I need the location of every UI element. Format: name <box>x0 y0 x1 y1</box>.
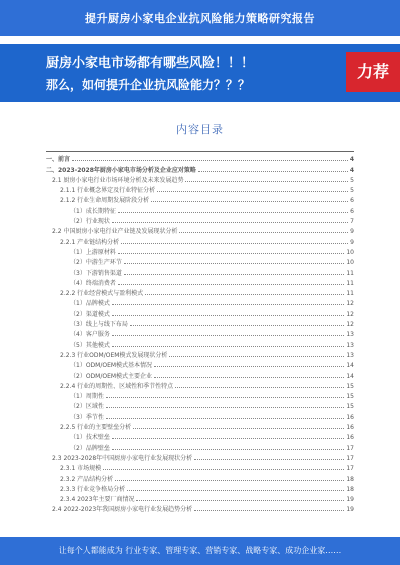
toc-entry[interactable] <box>46 359 354 369</box>
toc-entry-page: 10 <box>346 259 354 267</box>
toc-entry-page: 6 <box>350 197 354 205</box>
toc-entry[interactable] <box>46 400 354 410</box>
toc-leader-dots <box>106 407 345 408</box>
toc-leader-dots <box>112 346 345 347</box>
toc-entry[interactable] <box>46 307 354 317</box>
toc-entry-page: 15 <box>346 382 354 390</box>
toc-entry-label: （1）周期性 <box>70 393 104 401</box>
toc-leader-dots <box>154 366 344 367</box>
toc-heading: 内容目录 <box>176 123 224 136</box>
toc-entry[interactable] <box>46 328 354 338</box>
toc-entry[interactable] <box>46 503 354 513</box>
toc-entry-page: 11 <box>346 269 354 277</box>
toc-leader-dots <box>124 274 345 275</box>
toc-entry[interactable] <box>46 410 354 420</box>
toc-entry-page: 15 <box>346 393 354 401</box>
toc-entry-page: 17 <box>346 465 354 473</box>
toc-leader-dots <box>151 201 348 202</box>
toc-leader-dots <box>198 171 348 172</box>
toc-entry-label: 二、2023-2028年厨房小家电市场分析及企业应对策略 <box>46 166 196 174</box>
toc-entry-label: 2.2.5 行业的主要壁垒分析 <box>60 424 132 432</box>
toc-entry[interactable] <box>46 266 354 276</box>
toc-entry-label: （1）ODM/OEM模式基本情况 <box>70 362 153 370</box>
toc-entry-label: 2.2.2 行业经营模式与盈利模式 <box>60 290 144 298</box>
table-of-contents <box>46 150 354 513</box>
toc-leader-dots <box>115 480 344 481</box>
toc-entry-page: 13 <box>346 351 354 359</box>
toc-entry[interactable] <box>46 194 354 204</box>
toc-entry-page: 19 <box>346 496 354 504</box>
toc-entry-page: 14 <box>346 362 354 370</box>
toc-entry-page: 5 <box>350 187 354 195</box>
toc-entry-page: 17 <box>346 454 354 462</box>
toc-entry-label: （4）客户服务 <box>70 331 110 339</box>
toc-entry-label: 2.2 中国厨房小家电行业产业链及发展现状分析 <box>52 228 178 236</box>
toc-leader-dots <box>112 438 345 439</box>
toc-entry-page: 18 <box>346 475 354 483</box>
toc-leader-dots <box>194 510 344 511</box>
toc-entry-label: 2.3.2 产品结构分析 <box>60 475 114 483</box>
toc-leader-dots <box>112 315 345 316</box>
toc-entry-page: 15 <box>346 403 354 411</box>
toc-entry-page: 13 <box>346 331 354 339</box>
toc-entry-page: 16 <box>346 424 354 432</box>
toc-leader-dots <box>127 490 344 491</box>
toc-entry[interactable] <box>46 483 354 493</box>
toc-top-rule <box>46 151 354 152</box>
toc-entry[interactable] <box>46 235 354 245</box>
toc-entry-page: 7 <box>350 218 354 226</box>
toc-entry[interactable] <box>46 184 354 194</box>
toc-leader-dots <box>133 428 344 429</box>
toc-entry[interactable] <box>46 174 354 184</box>
toc-entry-page: 13 <box>346 341 354 349</box>
toc-entry-label: 一、前言 <box>46 156 71 164</box>
toc-entry-page: 9 <box>350 228 354 236</box>
toc-leader-dots <box>72 160 348 161</box>
toc-entry-page: 5 <box>350 176 354 184</box>
banner-line-1: 厨房小家电市场都有哪些风险！！！ <box>46 56 255 71</box>
toc-entry-page: 16 <box>346 413 354 421</box>
toc-entry[interactable] <box>46 163 354 173</box>
toc-entry-label: 2.4 2022-2023年我国厨房小家电行业发展趋势分析 <box>52 506 193 514</box>
toc-entry[interactable] <box>46 472 354 482</box>
toc-leader-dots <box>112 304 345 305</box>
toc-entry-label: （1）成长期特征 <box>70 207 116 215</box>
toc-leader-dots <box>103 469 344 470</box>
toc-entry-label: 2.2.1 产业链结构分析 <box>60 238 120 246</box>
toc-entry-page: 11 <box>346 279 354 287</box>
toc-entry[interactable] <box>46 215 354 225</box>
toc-entry-label: （2）品牌壁垒 <box>70 444 110 452</box>
toc-leader-dots <box>130 325 345 326</box>
toc-entry-label: （3）下游销售渠道 <box>70 269 122 277</box>
toc-leader-dots <box>112 222 348 223</box>
toc-entry-page: 16 <box>346 434 354 442</box>
toc-entry[interactable] <box>46 287 354 297</box>
toc-entry[interactable] <box>46 380 354 390</box>
header-bar <box>0 0 400 36</box>
toc-entry-page: 4 <box>349 166 354 174</box>
toc-leader-dots <box>154 377 344 378</box>
toc-entry[interactable] <box>46 204 354 214</box>
toc-entry-label: 2.3.4 2023年主要厂商情况 <box>60 496 135 504</box>
toc-entry[interactable] <box>46 431 354 441</box>
toc-entry[interactable] <box>46 256 354 266</box>
toc-leader-dots <box>106 397 345 398</box>
toc-leader-dots <box>175 387 344 388</box>
toc-entry[interactable] <box>46 390 354 400</box>
toc-entry-label: 2.3.3 行业竞争格局分析 <box>60 485 126 493</box>
toc-entry[interactable] <box>46 369 354 379</box>
toc-entry-label: （5）其他模式 <box>70 341 110 349</box>
toc-leader-dots <box>169 356 344 357</box>
toc-entry-page: 12 <box>346 300 354 308</box>
toc-entry[interactable] <box>46 225 354 235</box>
toc-entry[interactable] <box>46 349 354 359</box>
toc-entry[interactable] <box>46 338 354 348</box>
report-title: 提升厨房小家电企业抗风险能力策略研究报告 <box>85 12 315 25</box>
toc-entry-label: 2.1.2 行业生命周期发展阶段分析 <box>60 197 150 205</box>
toc-entry[interactable] <box>46 452 354 462</box>
toc-leader-dots <box>145 294 344 295</box>
toc-entry[interactable] <box>46 246 354 256</box>
toc-entry[interactable] <box>46 441 354 451</box>
toc-entry[interactable] <box>46 462 354 472</box>
toc-entry-page: 10 <box>346 248 354 256</box>
toc-leader-dots <box>179 232 348 233</box>
toc-entry-label: 2.2.3 行业ODM/OEM模式发展现状分析 <box>60 351 168 359</box>
toc-entry-label: （3）季节性 <box>70 413 104 421</box>
toc-leader-dots <box>157 191 348 192</box>
banner-line-2: 那么，如何提升企业抗风险能力？？？ <box>46 78 251 92</box>
toc-entry-label: 2.1.1 行业概念界定及行业特征分析 <box>60 187 156 195</box>
toc-leader-dots <box>194 459 344 460</box>
footer-slogan: 让每个人都能成为 行业专家、管理专家、营销专家、战略专家、成功企业家…… <box>58 546 342 555</box>
toc-entry-label: （3）线上与线下布局 <box>70 321 128 329</box>
toc-entry[interactable] <box>46 277 354 287</box>
footer-bar <box>0 537 400 565</box>
toc-leader-dots <box>118 284 345 285</box>
toc-entry-page: 4 <box>349 156 354 164</box>
toc-entry-label: （2）行业现状 <box>70 218 110 226</box>
toc-entry-page: 11 <box>346 290 354 298</box>
toc-entry[interactable] <box>46 493 354 503</box>
toc-entry-page: 6 <box>350 207 354 215</box>
toc-leader-dots <box>106 418 345 419</box>
toc-entry-label: （2）区域性 <box>70 403 104 411</box>
toc-entry-page: 9 <box>350 238 354 246</box>
toc-entry-label: 2.3.1 市场规模 <box>60 465 102 473</box>
toc-leader-dots <box>112 335 345 336</box>
toc-entry-page: 17 <box>346 444 354 452</box>
toc-leader-dots <box>112 449 345 450</box>
promo-banner <box>0 44 400 102</box>
toc-entry-label: （2）中游生产环节 <box>70 259 122 267</box>
toc-entry-label: （2）ODM/OEM模式主要企业 <box>70 372 153 380</box>
toc-entry-page: 14 <box>346 372 354 380</box>
toc-entry-label: 2.3 2023-2028年中国厨房小家电行业发展现状分析 <box>52 454 193 462</box>
toc-leader-dots <box>124 263 345 264</box>
toc-entry-label: （1）上游原材料 <box>70 248 116 256</box>
toc-entry-label: 2.1 厨房小家电行业市场环境分析及未来发展趋势 <box>52 176 184 184</box>
toc-entry[interactable] <box>46 297 354 307</box>
toc-leader-dots <box>118 212 348 213</box>
toc-entry-page: 12 <box>346 321 354 329</box>
recommend-badge: 力荐 <box>346 52 400 92</box>
toc-entry-page: 12 <box>346 310 354 318</box>
toc-entry-page: 19 <box>346 506 354 514</box>
toc-leader-dots <box>185 181 348 182</box>
toc-entry[interactable] <box>46 318 354 328</box>
toc-entry-label: 2.2.4 行业的周期性、区域性和季节性特点 <box>60 382 174 390</box>
toc-entry-label: （1）品牌模式 <box>70 300 110 308</box>
toc-leader-dots <box>121 243 348 244</box>
toc-entry[interactable] <box>46 421 354 431</box>
toc-entry-label: （2）渠道模式 <box>70 310 110 318</box>
toc-entry-page: 18 <box>346 485 354 493</box>
toc-entry-label: （4）终端消费者 <box>70 279 116 287</box>
toc-entry-label: （1）技术壁垒 <box>70 434 110 442</box>
toc-entry[interactable] <box>46 153 354 163</box>
toc-leader-dots <box>118 253 345 254</box>
toc-leader-dots <box>136 500 344 501</box>
